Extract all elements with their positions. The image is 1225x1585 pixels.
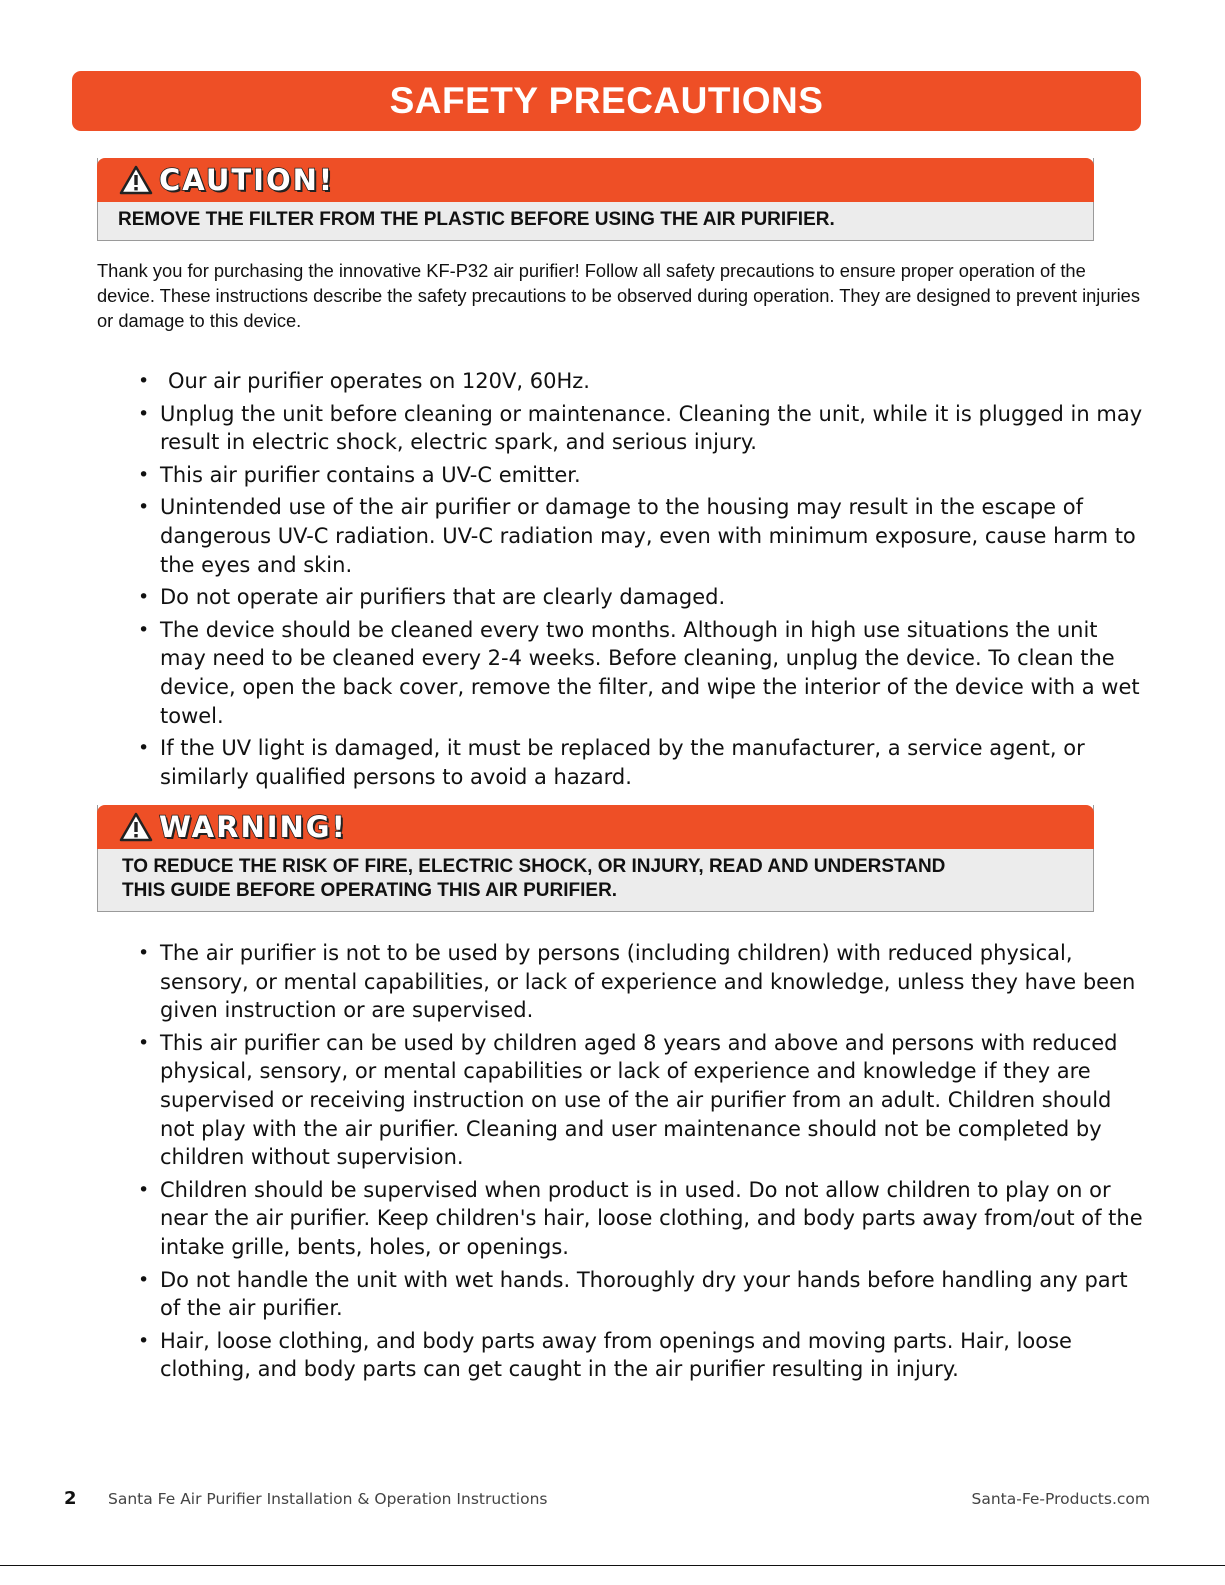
warning-text-line: TO REDUCE THE RISK OF FIRE, ELECTRIC SHOCK, OR INJURY, READ AND UNDERSTAND [122, 856, 946, 877]
bullet-icon: • [138, 1329, 150, 1352]
warning-triangle-icon [119, 812, 153, 842]
list-item: • Children should be supervised when product is in used. Do not allow children to play on or near the air purifier. Keep children's hair, loose clothing, and body parts away from/out of the intake grille, bents, holes, or openings. [138, 1177, 1143, 1259]
list-item: • The device should be cleaned every two months. Although in high use situations the unit may need to be cleaned every 2-4 weeks. Before cleaning, unplug the device. To clean the device, open the back cover, remove the filter, and wipe the interior of the device with a wet towel. [138, 617, 1140, 728]
warning-notice [97, 805, 1094, 912]
bullet-icon: • [138, 618, 150, 641]
caution-label: CAUTION! [159, 163, 335, 197]
warning-header [97, 805, 1094, 849]
intro-paragraph: Thank you for purchasing the innovative KF-P32 air purifier! Follow all safety precautions to ensure proper operation of the device. These instructions describe the safety precautions to be observed during operation. They are designed to prevent injuries or damage to this device. [97, 260, 1140, 331]
warning-text [98, 849, 1093, 911]
bullet-icon: • [138, 370, 150, 392]
bullet-icon: • [138, 737, 150, 760]
bullet-icon: • [138, 496, 150, 519]
caution-header [97, 158, 1094, 202]
page-number: 2 [64, 1488, 77, 1509]
caution-text: REMOVE THE FILTER FROM THE PLASTIC BEFORE USING THE AIR PURIFIER. [98, 202, 1093, 240]
bullet-icon: • [138, 1268, 150, 1291]
bullet-icon: • [138, 463, 150, 486]
bullet-icon: • [138, 1178, 150, 1201]
safety-list-1 [138, 367, 1148, 795]
list-item: • Hair, loose clothing, and body parts away from openings and moving parts. Hair, loose clothing, and body parts can get caught in the air purifier resulting in injury. [138, 1328, 1072, 1382]
safety-list-2 [138, 939, 1148, 1388]
list-item: • This air purifier can be used by children aged 8 years and above and persons with reduced physical, sensory, or mental capabilities or lack of experience and knowledge if they are supervised or receiving instruction on use of the air purifier from an adult. Children should not play with the air purifier. Cleaning and user maintenance should not be completed by children without supervision. [138, 1030, 1118, 1170]
bottom-divider [0, 1565, 1225, 1566]
page-title: SAFETY PRECAUTIONS [389, 80, 824, 121]
caution-notice [97, 158, 1094, 241]
list-item: • Do not operate air purifiers that are clearly damaged. [138, 583, 1148, 612]
page-footer [0, 1488, 1225, 1512]
list-item: • Do not handle the unit with wet hands. Thoroughly dry your hands before handling any part of the air purifier. [138, 1267, 1128, 1321]
bullet-icon: • [138, 942, 150, 964]
bullet-icon: • [138, 1031, 150, 1054]
warning-label: WARNING! [159, 810, 347, 844]
warning-triangle-icon [119, 165, 153, 195]
list-item: • Unplug the unit before cleaning or maintenance. Cleaning the unit, while it is plugged in may result in electric shock, electric spark, and serious injury. [138, 401, 1143, 455]
list-item: • The air purifier is not to be used by persons (including children) with reduced physical, sensory, or mental capabilities, or lack of experience and knowledge, unless they have been given instruction or are supervised. [138, 941, 1136, 1023]
footer-doc-title: Santa Fe Air Purifier Installation & Operation Instructions [108, 1490, 548, 1508]
list-item: • If the UV light is damaged, it must be replaced by the manufacturer, a service agent, or similarly qualified persons to avoid a hazard. [138, 736, 1085, 789]
list-item: • Unintended use of the air purifier or damage to the housing may result in the escape of dangerous UV-C radiation. UV-C radiation may, even with minimum exposure, cause harm to the eyes and skin. [138, 495, 1136, 577]
bullet-icon: • [138, 586, 150, 609]
list-item: • This air purifier contains a UV-C emitter. [138, 461, 1148, 490]
list-item: • Our air purifier operates on 120V, 60Hz. [138, 367, 1148, 396]
bullet-icon: • [138, 402, 150, 425]
section-title-bar [72, 71, 1141, 131]
warning-text-line: THIS GUIDE BEFORE OPERATING THIS AIR PURIFIER. [122, 880, 618, 901]
footer-website: Santa-Fe-Products.com [971, 1490, 1150, 1508]
